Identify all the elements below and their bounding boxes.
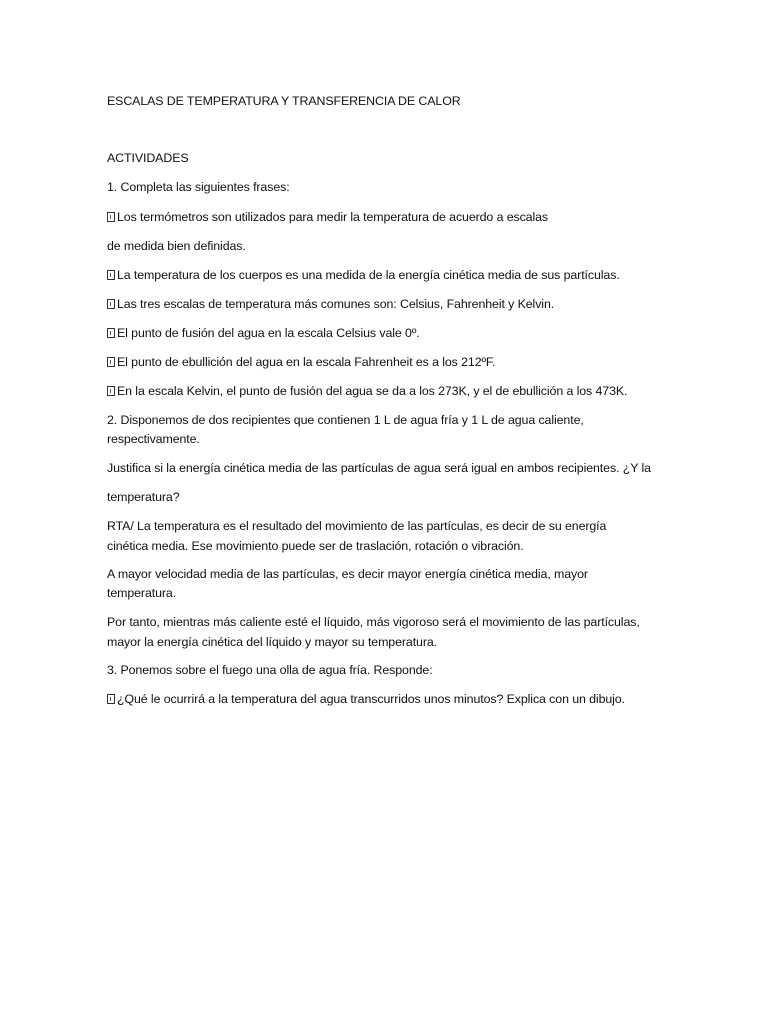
question-2-prompt-line-1: Justifica si la energía cinética media de las partículas de agua será igual en ambos recipientes. ¿Y la — [107, 461, 651, 475]
missing-glyph-icon — [107, 694, 115, 704]
missing-glyph-icon — [107, 386, 115, 396]
q1-bullet-3-text: Las tres escalas de temperatura más comunes son: Celsius, Fahrenheit y Kelvin. — [117, 297, 555, 311]
question-2-line-2: respectivamente. — [107, 432, 200, 446]
question-2-line-1: 2. Disponemos de dos recipientes que contienen 1 L de agua fría y 1 L de agua caliente, — [107, 413, 584, 427]
answer-paragraph-3-line-1: Por tanto, mientras más caliente esté el líquido, más vigoroso será el movimiento de las partículas, — [107, 615, 640, 629]
q1-bullet-4-text: El punto de fusión del agua en la escala Celsius vale 0º. — [117, 326, 420, 340]
q1-bullet-1 — [107, 207, 707, 227]
missing-glyph-icon — [107, 212, 115, 222]
q1-bullet-6-text: En la escala Kelvin, el punto de fusión del agua se da a los 273K, y el de ebullición a los 473K. — [117, 384, 628, 398]
answer-paragraph-3-line-2: mayor la energía cinética del líquido y mayor su temperatura. — [107, 635, 437, 649]
question-3-heading: 3. Ponemos sobre el fuego una olla de agua fría. Responde: — [107, 663, 433, 677]
q1-bullet-1-text: Los termómetros son utilizados para medir la temperatura de acuerdo a escalas — [117, 210, 549, 224]
document-title: ESCALAS DE TEMPERATURA Y TRANSFERENCIA DE CALOR — [107, 94, 461, 108]
question-2-prompt-line-2: temperatura? — [107, 490, 180, 504]
answer-paragraph-1-line-1: RTA/ La temperatura es el resultado del movimiento de las partículas, es decir de su energía — [107, 519, 607, 533]
q1-bullet-1-continuation: de medida bien definidas. — [107, 239, 246, 253]
q3-bullet-1 — [107, 689, 707, 709]
section-heading: ACTIVIDADES — [107, 151, 189, 165]
missing-glyph-icon — [107, 357, 115, 367]
answer-paragraph-2-line-1: A mayor velocidad media de las partículas, es decir mayor energía cinética media, mayor — [107, 567, 588, 581]
answer-paragraph-1-line-2: cinética media. Ese movimiento puede ser de traslación, rotación o vibración. — [107, 539, 524, 553]
q1-bullet-2 — [107, 265, 707, 285]
missing-glyph-icon — [107, 328, 115, 338]
q1-bullet-2-text: La temperatura de los cuerpos es una medida de la energía cinética media de sus partículas. — [117, 268, 620, 282]
question-1-heading: 1. Completa las siguientes frases: — [107, 180, 290, 194]
q1-bullet-6 — [107, 381, 707, 401]
q1-bullet-5-text: El punto de ebullición del agua en la escala Fahrenheit es a los 212ºF. — [117, 355, 496, 369]
missing-glyph-icon — [107, 270, 115, 280]
q1-bullet-4 — [107, 323, 707, 343]
q1-bullet-3 — [107, 294, 707, 314]
q1-bullet-5 — [107, 352, 707, 372]
q3-bullet-1-text: ¿Qué le ocurrirá a la temperatura del agua transcurridos unos minutos? Explica con un dibujo. — [117, 692, 625, 706]
answer-paragraph-2-line-2: temperatura. — [107, 586, 177, 600]
missing-glyph-icon — [107, 299, 115, 309]
